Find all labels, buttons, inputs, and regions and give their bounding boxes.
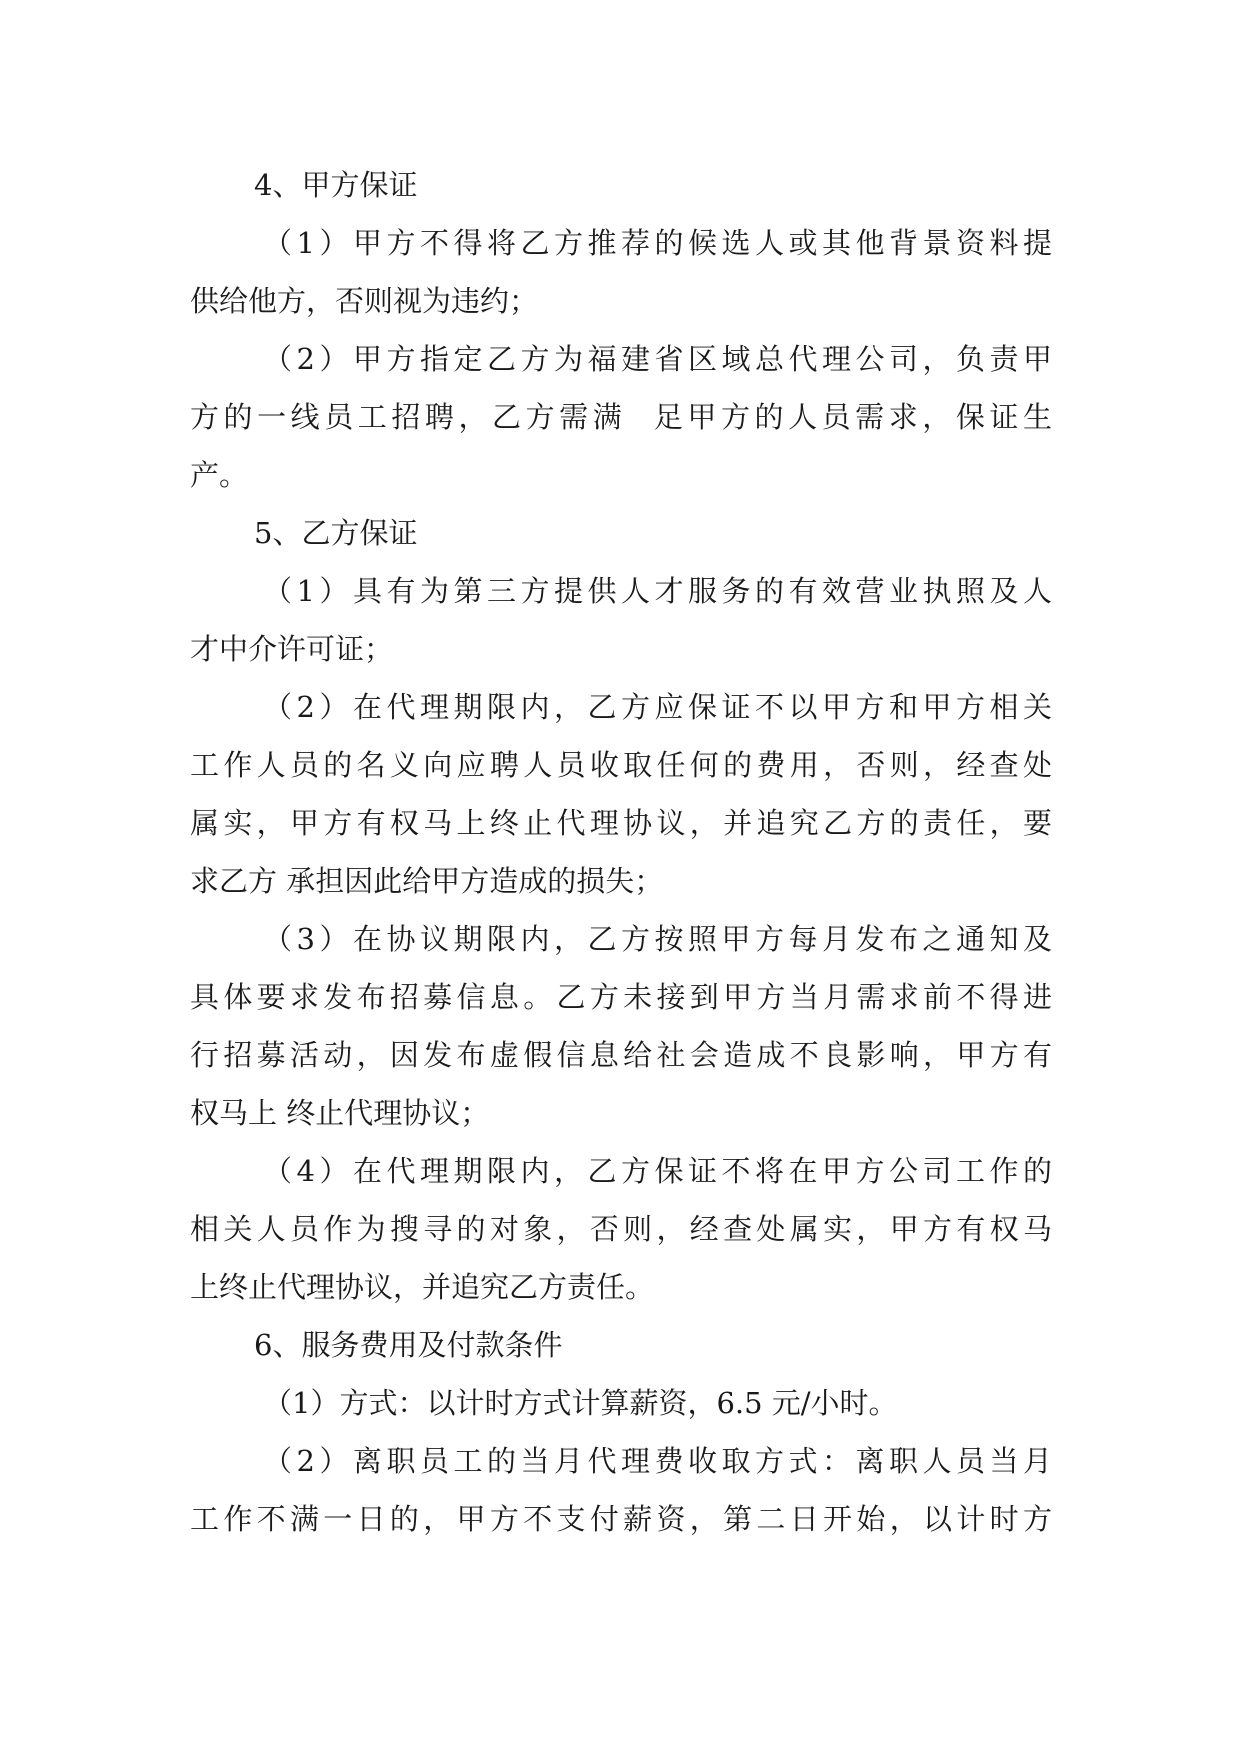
clause-5-1-line-1: （1）具有为第三方提供人才服务的有效营业执照及人 bbox=[263, 574, 1052, 608]
section-heading-5: 5、乙方保证 bbox=[254, 516, 418, 550]
clause-5-4-line-2: 相关人员作为搜寻的对象，否则，经查处属实，甲方有权马 bbox=[190, 1212, 1052, 1246]
clause-5-4-line-3: 上终止代理协议，并追究乙方责任。 bbox=[190, 1270, 655, 1304]
document-body bbox=[190, 156, 1052, 1548]
clause-4-2-line-2: 方的一线员工招聘，乙方需满 足甲方的人员需求，保证生 bbox=[190, 400, 1052, 434]
clause-5-2-line-2: 工作人员的名义向应聘人员收取任何的费用，否则，经查处 bbox=[190, 748, 1052, 782]
clause-5-3-line-1: （3）在协议期限内，乙方按照甲方每月发布之通知及 bbox=[263, 922, 1052, 956]
section-heading-6: 6、服务费用及付款条件 bbox=[254, 1328, 563, 1362]
clause-4-2-line-3: 产。 bbox=[190, 458, 249, 492]
clause-4-1-line-2: 供给他方，否则视为违约； bbox=[190, 284, 539, 318]
clause-5-4-line-1: （4）在代理期限内，乙方保证不将在甲方公司工作的 bbox=[263, 1154, 1052, 1188]
clause-5-3-line-2: 具体要求发布招募信息。乙方未接到甲方当月需求前不得进 bbox=[190, 980, 1052, 1014]
clause-6-2-line-1: （2）离职员工的当月代理费收取方式：离职人员当月 bbox=[263, 1444, 1052, 1478]
section-heading-4: 4、甲方保证 bbox=[254, 168, 418, 202]
clause-5-3-line-4: 权马上 终止代理协议； bbox=[190, 1096, 490, 1130]
clause-5-1-line-2: 才中介许可证； bbox=[190, 632, 394, 666]
clause-6-1-line-1: （1）方式：以计时方式计算薪资，6.5 元/小时。 bbox=[263, 1386, 898, 1420]
clause-5-3-line-3: 行招募活动，因发布虚假信息给社会造成不良影响，甲方有 bbox=[190, 1038, 1052, 1072]
clause-4-1-line-1: （1）甲方不得将乙方推荐的候选人或其他背景资料提 bbox=[263, 226, 1052, 260]
clause-4-2-line-1: （2）甲方指定乙方为福建省区域总代理公司，负责甲 bbox=[263, 342, 1052, 376]
clause-5-2-line-3: 属实，甲方有权马上终止代理协议，并追究乙方的责任，要 bbox=[190, 806, 1052, 840]
clause-6-2-line-2: 工作不满一日的，甲方不支付薪资，第二日开始，以计时方 bbox=[190, 1502, 1052, 1536]
clause-5-2-line-4: 求乙方 承担因此给甲方造成的损失； bbox=[190, 864, 664, 898]
clause-5-2-line-1: （2）在代理期限内，乙方应保证不以甲方和甲方相关 bbox=[263, 690, 1052, 724]
